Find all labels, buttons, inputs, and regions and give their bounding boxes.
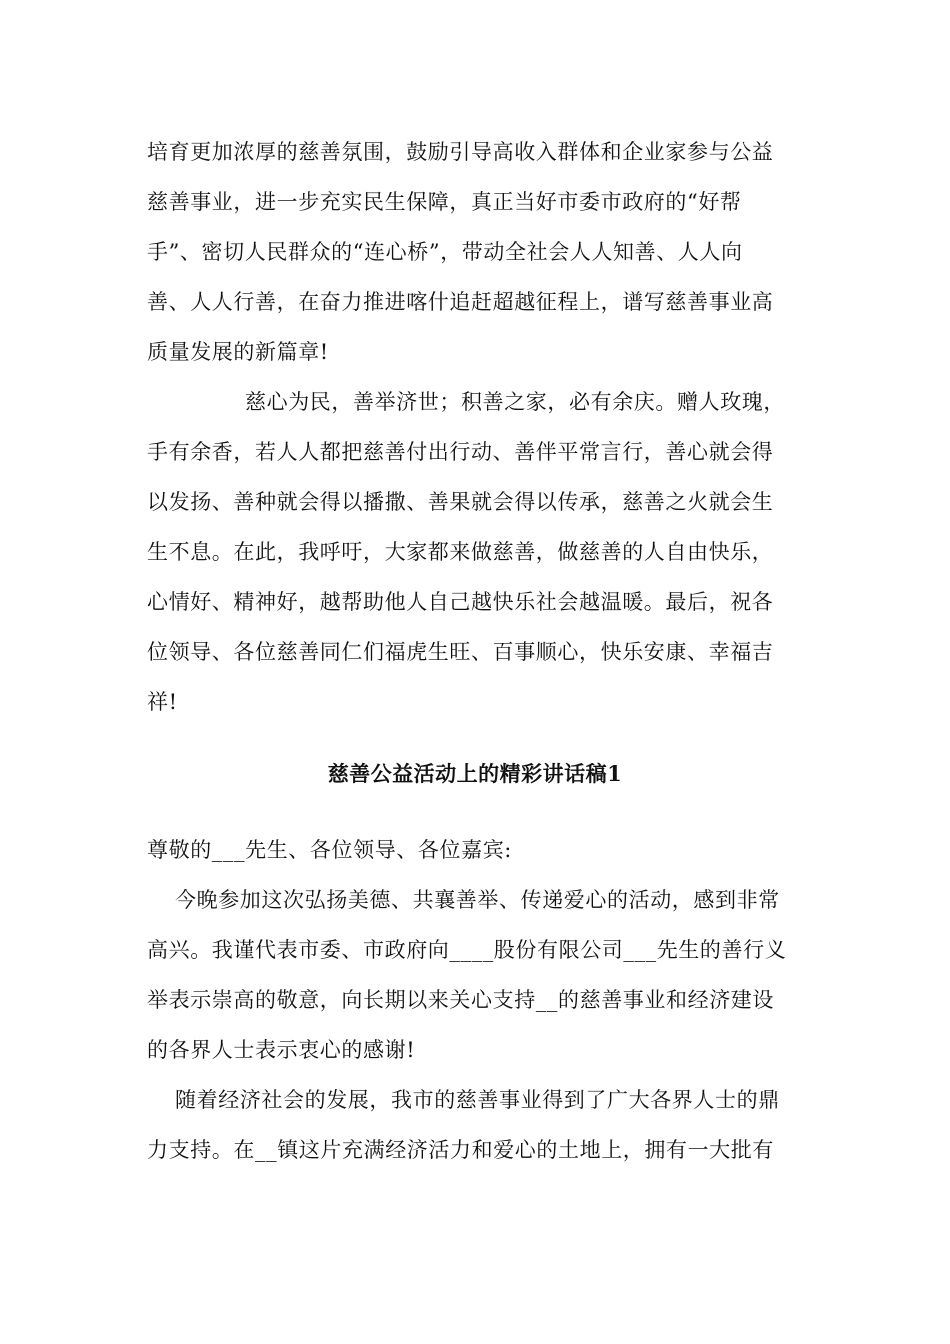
para4-line-2: 力支持。在__镇这片充满经济活力和爱心的土地上，拥有一大批有 <box>147 1138 774 1162</box>
para2-line-7: 祥! <box>147 690 178 714</box>
para3-line-1: 今晚参加这次弘扬美德、共襄善举、传递爱心的活动，感到非常 <box>175 888 780 912</box>
para1-line-5: 质量发展的新篇章! <box>147 340 329 364</box>
para2-line-2: 手有余香，若人人都把慈善付出行动、善伴平常言行，善心就会得 <box>147 440 774 464</box>
para2-line-5: 心情好、精神好，越帮助他人自己越快乐社会越温暖。最后，祝各 <box>147 590 774 614</box>
para2-line-3: 以发扬、善种就会得以播撒、善果就会得以传承，慈善之火就会生 <box>147 490 774 514</box>
para3-line-4: 的各界人士表示衷心的感谢! <box>147 1038 416 1062</box>
section-title: 慈善公益活动上的精彩讲话稿1 <box>327 761 623 786</box>
para2-line-6: 位领导、各位慈善同仁们福虎生旺、百事顺心，快乐安康、幸福吉 <box>147 640 774 664</box>
salutation: 尊敬的___先生、各位领导、各位嘉宾: <box>147 838 512 862</box>
para1-line-2: 慈善事业，进一步充实民生保障，真正当好市委市政府的“好帮 <box>147 190 742 214</box>
para2-line-1: 慈心为民，善举济世；积善之家，必有余庆。赠人玫瑰， <box>245 390 785 414</box>
para4-line-1: 随着经济社会的发展，我市的慈善事业得到了广大各界人士的鼎 <box>175 1088 780 1112</box>
para1-line-1: 培育更加浓厚的慈善氛围，鼓励引导高收入群体和企业家参与公益 <box>147 140 774 164</box>
para1-line-3: 手”、密切人民群众的“连心桥”，带动全社会人人知善、人人向 <box>147 240 743 264</box>
para1-line-4: 善、人人行善，在奋力推进喀什追赶超越征程上，谱写慈善事业高 <box>147 290 774 314</box>
para2-line-4: 生不息。在此，我呼吁，大家都来做慈善，做慈善的人自由快乐， <box>147 540 774 564</box>
para3-line-2: 高兴。我谨代表市委、市政府向____股份有限公司___先生的善行义 <box>147 938 787 962</box>
para3-line-3: 举表示崇高的敬意，向长期以来关心支持__的慈善事业和经济建设 <box>147 988 774 1012</box>
